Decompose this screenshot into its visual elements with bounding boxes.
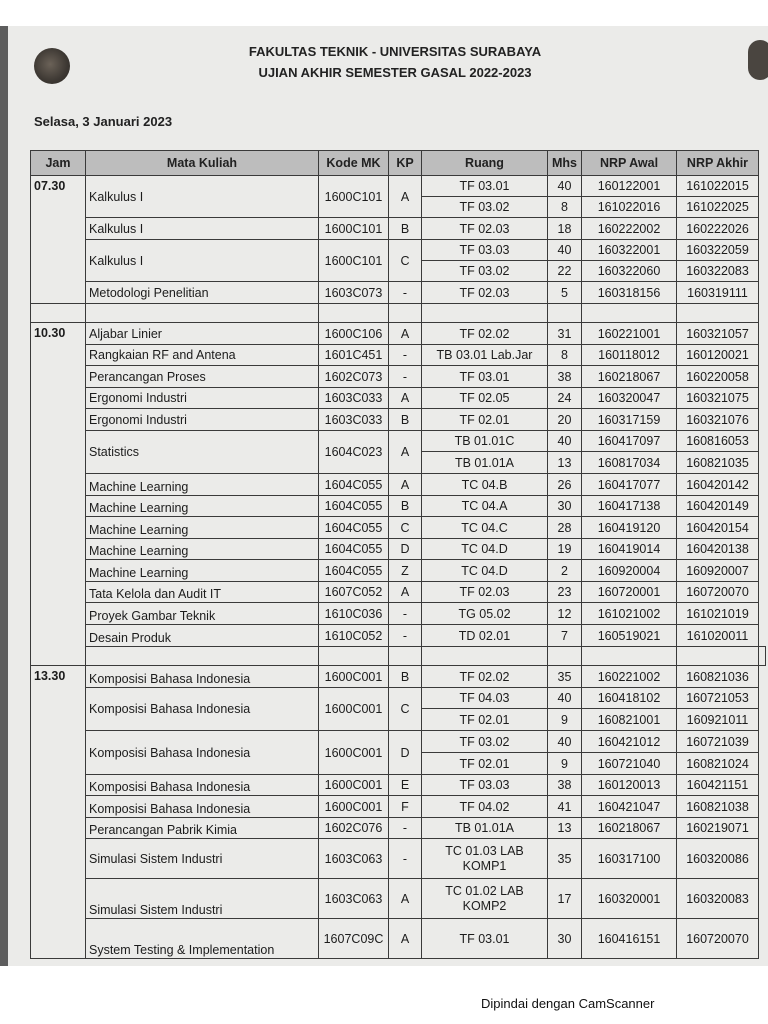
- room: TG 05.02: [422, 603, 548, 625]
- nrp-end: 160921011: [677, 709, 759, 731]
- room: TF 03.01: [422, 366, 548, 388]
- table-row: [31, 409, 766, 431]
- student-count: 26: [548, 474, 582, 496]
- student-count: 18: [548, 218, 582, 240]
- student-count: 17: [548, 879, 582, 919]
- room: TF 02.01: [422, 709, 548, 731]
- course-name: Machine Learning: [86, 496, 319, 517]
- class-kp: B: [389, 218, 422, 240]
- col-kode-mk: Kode MK: [319, 151, 389, 176]
- table-row: [31, 431, 766, 452]
- student-count: 28: [548, 517, 582, 539]
- room: TB 01.01A: [422, 818, 548, 839]
- table-row: [31, 345, 766, 366]
- room: TB 01.01C: [422, 431, 548, 452]
- course-name: Tata Kelola dan Audit IT: [86, 582, 319, 603]
- class-kp: -: [389, 603, 422, 625]
- student-count: 8: [548, 345, 582, 366]
- nrp-start: 160317159: [582, 409, 677, 431]
- room: TC 01.02 LAB KOMP2: [422, 879, 548, 919]
- student-count: 40: [548, 731, 582, 753]
- room: TC 04.C: [422, 517, 548, 539]
- nrp-end: 160421151: [677, 775, 759, 796]
- student-count: 38: [548, 366, 582, 388]
- punch-hole-icon: [34, 48, 70, 84]
- table-row: [31, 666, 766, 688]
- class-kp: A: [389, 582, 422, 603]
- room: TC 01.03 LAB KOMP1: [422, 839, 548, 879]
- course-name: Rangkaian RF and Antena: [86, 345, 319, 366]
- class-kp: A: [389, 323, 422, 345]
- table-row: [31, 218, 766, 240]
- nrp-end: 160120021: [677, 345, 759, 366]
- nrp-end: 161022025: [677, 197, 759, 218]
- nrp-start: 160821001: [582, 709, 677, 731]
- nrp-start: 160218067: [582, 366, 677, 388]
- course-name: Proyek Gambar Teknik: [86, 603, 319, 625]
- course-code: 1607C052: [319, 582, 389, 603]
- nrp-start: 160920004: [582, 560, 677, 582]
- class-kp: A: [389, 474, 422, 496]
- course-code: 1600C001: [319, 731, 389, 775]
- student-count: 13: [548, 452, 582, 474]
- time-slot: 13.30: [31, 666, 86, 959]
- room: TF 03.02: [422, 731, 548, 753]
- nrp-end: 160322059: [677, 240, 759, 261]
- table-row: [31, 539, 766, 560]
- course-name: Machine Learning: [86, 517, 319, 539]
- class-kp: A: [389, 431, 422, 474]
- table-row: [31, 388, 766, 409]
- nrp-start: 160419120: [582, 517, 677, 539]
- table-row: [31, 879, 766, 919]
- course-name: Metodologi Penelitian: [86, 282, 319, 304]
- nrp-end: 160319111: [677, 282, 759, 304]
- course-code: 1600C101: [319, 218, 389, 240]
- course-code: 1603C073: [319, 282, 389, 304]
- nrp-start: 160419014: [582, 539, 677, 560]
- separator-row: [31, 304, 766, 323]
- course-name: Komposisi Bahasa Indonesia: [86, 796, 319, 818]
- nrp-start: 160421012: [582, 731, 677, 753]
- class-kp: Z: [389, 560, 422, 582]
- col-mata-kuliah: Mata Kuliah: [86, 151, 319, 176]
- nrp-start: 160817034: [582, 452, 677, 474]
- course-name: Machine Learning: [86, 474, 319, 496]
- course-name: Komposisi Bahasa Indonesia: [86, 731, 319, 775]
- course-code: 1603C063: [319, 879, 389, 919]
- room: TF 04.03: [422, 688, 548, 709]
- punch-hole-icon: [748, 40, 768, 80]
- table-row: [31, 560, 766, 582]
- course-name: Perancangan Proses: [86, 366, 319, 388]
- course-name: System Testing & Implementation: [86, 919, 319, 959]
- table-row: [31, 517, 766, 539]
- nrp-end: 160220058: [677, 366, 759, 388]
- time-slot: 10.30: [31, 323, 86, 666]
- nrp-start: 161021002: [582, 603, 677, 625]
- nrp-start: 160322060: [582, 261, 677, 282]
- room: TF 02.03: [422, 218, 548, 240]
- nrp-start: 160416151: [582, 919, 677, 959]
- room: TF 02.03: [422, 582, 548, 603]
- student-count: 9: [548, 753, 582, 775]
- student-count: 22: [548, 261, 582, 282]
- student-count: 13: [548, 818, 582, 839]
- col-mhs: Mhs: [548, 151, 582, 176]
- nrp-end: 160219071: [677, 818, 759, 839]
- course-code: 1604C055: [319, 560, 389, 582]
- nrp-start: 160118012: [582, 345, 677, 366]
- table-row: [31, 176, 766, 197]
- scanner-watermark: Dipindai dengan CamScanner: [481, 996, 655, 1011]
- class-kp: D: [389, 539, 422, 560]
- nrp-end: 160420142: [677, 474, 759, 496]
- student-count: 40: [548, 431, 582, 452]
- col-kp: KP: [389, 151, 422, 176]
- course-name: Machine Learning: [86, 539, 319, 560]
- course-name: Ergonomi Industri: [86, 388, 319, 409]
- sheet-edge: [0, 26, 8, 966]
- student-count: 41: [548, 796, 582, 818]
- table-row: [31, 582, 766, 603]
- room: TF 02.05: [422, 388, 548, 409]
- nrp-start: 160318156: [582, 282, 677, 304]
- course-name: Komposisi Bahasa Indonesia: [86, 775, 319, 796]
- room: TF 02.02: [422, 323, 548, 345]
- course-code: 1603C033: [319, 388, 389, 409]
- student-count: 7: [548, 625, 582, 647]
- student-count: 5: [548, 282, 582, 304]
- room: TF 03.03: [422, 775, 548, 796]
- nrp-start: 160417138: [582, 496, 677, 517]
- nrp-end: 160420149: [677, 496, 759, 517]
- course-name: Kalkulus I: [86, 218, 319, 240]
- class-kp: -: [389, 839, 422, 879]
- exam-schedule-table: [30, 150, 766, 959]
- course-code: 1610C036: [319, 603, 389, 625]
- course-name: Aljabar Linier: [86, 323, 319, 345]
- class-kp: B: [389, 409, 422, 431]
- class-kp: -: [389, 366, 422, 388]
- class-kp: -: [389, 625, 422, 647]
- course-code: 1610C052: [319, 625, 389, 647]
- table-row: [31, 474, 766, 496]
- col-nrp-awal: NRP Awal: [582, 151, 677, 176]
- exam-date: Selasa, 3 Januari 2023: [34, 114, 173, 129]
- nrp-end: 160721053: [677, 688, 759, 709]
- table-row: [31, 496, 766, 517]
- course-code: 1600C001: [319, 775, 389, 796]
- course-name: Ergonomi Industri: [86, 409, 319, 431]
- table-row: [31, 839, 766, 879]
- course-code: 1600C001: [319, 688, 389, 731]
- class-kp: C: [389, 240, 422, 282]
- student-count: 30: [548, 496, 582, 517]
- room: TF 02.01: [422, 753, 548, 775]
- room: TF 02.01: [422, 409, 548, 431]
- room: TF 03.03: [422, 240, 548, 261]
- room: TC 04.B: [422, 474, 548, 496]
- nrp-end: 160920007: [677, 560, 759, 582]
- nrp-end: 161022015: [677, 176, 759, 197]
- table-row: [31, 603, 766, 625]
- class-kp: A: [389, 919, 422, 959]
- room: TB 03.01 Lab.Jar: [422, 345, 548, 366]
- nrp-end: 161021019: [677, 603, 759, 625]
- table-row: [31, 323, 766, 345]
- col-ruang: Ruang: [422, 151, 548, 176]
- room: TF 03.02: [422, 261, 548, 282]
- student-count: 40: [548, 176, 582, 197]
- nrp-end: 160821038: [677, 796, 759, 818]
- scanned-sheet: [0, 26, 768, 966]
- nrp-start: 160221002: [582, 666, 677, 688]
- course-name: Komposisi Bahasa Indonesia: [86, 666, 319, 688]
- student-count: 2: [548, 560, 582, 582]
- nrp-start: 160317100: [582, 839, 677, 879]
- nrp-start: 160421047: [582, 796, 677, 818]
- student-count: 20: [548, 409, 582, 431]
- course-name: Komposisi Bahasa Indonesia: [86, 688, 319, 731]
- course-name: Desain Produk: [86, 625, 319, 647]
- room: TF 02.03: [422, 282, 548, 304]
- room: TF 03.01: [422, 176, 548, 197]
- nrp-end: 160321057: [677, 323, 759, 345]
- exam-title: UJIAN AKHIR SEMESTER GASAL 2022-2023: [258, 65, 532, 80]
- table-row: [31, 796, 766, 818]
- course-name: Simulasi Sistem Industri: [86, 839, 319, 879]
- room: TD 02.01: [422, 625, 548, 647]
- table-row: [31, 240, 766, 261]
- table-header-row: [31, 151, 766, 176]
- course-code: 1604C055: [319, 496, 389, 517]
- room: TF 02.02: [422, 666, 548, 688]
- col-jam: Jam: [31, 151, 86, 176]
- course-code: 1600C101: [319, 240, 389, 282]
- col-nrp-akhir: NRP Akhir: [677, 151, 759, 176]
- course-name: Kalkulus I: [86, 240, 319, 282]
- nrp-start: 160320047: [582, 388, 677, 409]
- table-row: [31, 366, 766, 388]
- class-kp: D: [389, 731, 422, 775]
- faculty-title: FAKULTAS TEKNIK - UNIVERSITAS SURABAYA: [248, 44, 542, 59]
- class-kp: C: [389, 688, 422, 731]
- class-kp: A: [389, 176, 422, 218]
- course-code: 1607C09C: [319, 919, 389, 959]
- nrp-start: 160122001: [582, 176, 677, 197]
- course-code: 1601C451: [319, 345, 389, 366]
- student-count: 35: [548, 839, 582, 879]
- course-code: 1600C106: [319, 323, 389, 345]
- nrp-end: 160721039: [677, 731, 759, 753]
- nrp-start: 160218067: [582, 818, 677, 839]
- table-row: [31, 282, 766, 304]
- course-name: Perancangan Pabrik Kimia: [86, 818, 319, 839]
- nrp-start: 160221001: [582, 323, 677, 345]
- student-count: 12: [548, 603, 582, 625]
- class-kp: A: [389, 388, 422, 409]
- nrp-end: 160320086: [677, 839, 759, 879]
- nrp-end: 160821036: [677, 666, 759, 688]
- student-count: 35: [548, 666, 582, 688]
- nrp-start: 160721040: [582, 753, 677, 775]
- course-code: 1602C076: [319, 818, 389, 839]
- class-kp: -: [389, 345, 422, 366]
- nrp-start: 160720001: [582, 582, 677, 603]
- student-count: 38: [548, 775, 582, 796]
- nrp-end: 160322083: [677, 261, 759, 282]
- nrp-start: 160322001: [582, 240, 677, 261]
- table-row: [31, 818, 766, 839]
- room: TF 03.02: [422, 197, 548, 218]
- course-code: 1600C001: [319, 796, 389, 818]
- room: TF 03.01: [422, 919, 548, 959]
- nrp-start: 160120013: [582, 775, 677, 796]
- nrp-start: 160320001: [582, 879, 677, 919]
- nrp-end: 160821035: [677, 452, 759, 474]
- table-row: [31, 688, 766, 709]
- course-code: 1600C101: [319, 176, 389, 218]
- nrp-end: 160821024: [677, 753, 759, 775]
- table-row: [31, 775, 766, 796]
- table-row: [31, 731, 766, 753]
- course-code: 1603C033: [319, 409, 389, 431]
- nrp-end: 160420138: [677, 539, 759, 560]
- nrp-end: 160816053: [677, 431, 759, 452]
- class-kp: F: [389, 796, 422, 818]
- course-code: 1604C023: [319, 431, 389, 474]
- nrp-start: 160418102: [582, 688, 677, 709]
- nrp-start: 160222002: [582, 218, 677, 240]
- room: TF 04.02: [422, 796, 548, 818]
- nrp-end: 160321075: [677, 388, 759, 409]
- student-count: 40: [548, 240, 582, 261]
- nrp-end: 161020011: [677, 625, 759, 647]
- course-name: Machine Learning: [86, 560, 319, 582]
- course-code: 1604C055: [319, 474, 389, 496]
- nrp-end: 160720070: [677, 582, 759, 603]
- student-count: 24: [548, 388, 582, 409]
- student-count: 19: [548, 539, 582, 560]
- nrp-start: 161022016: [582, 197, 677, 218]
- course-name: Simulasi Sistem Industri: [86, 879, 319, 919]
- nrp-end: 160222026: [677, 218, 759, 240]
- student-count: 40: [548, 688, 582, 709]
- course-name: Kalkulus I: [86, 176, 319, 218]
- course-name: Statistics: [86, 431, 319, 474]
- room: TB 01.01A: [422, 452, 548, 474]
- nrp-start: 160417097: [582, 431, 677, 452]
- class-kp: E: [389, 775, 422, 796]
- student-count: 31: [548, 323, 582, 345]
- class-kp: -: [389, 282, 422, 304]
- nrp-end: 160720070: [677, 919, 759, 959]
- student-count: 8: [548, 197, 582, 218]
- class-kp: A: [389, 879, 422, 919]
- student-count: 9: [548, 709, 582, 731]
- class-kp: C: [389, 517, 422, 539]
- nrp-end: 160420154: [677, 517, 759, 539]
- table-row: [31, 919, 766, 959]
- nrp-end: 160320083: [677, 879, 759, 919]
- time-slot: 07.30: [31, 176, 86, 304]
- student-count: 23: [548, 582, 582, 603]
- class-kp: -: [389, 818, 422, 839]
- student-count: 30: [548, 919, 582, 959]
- nrp-end: 160321076: [677, 409, 759, 431]
- course-code: 1603C063: [319, 839, 389, 879]
- nrp-start: 160519021: [582, 625, 677, 647]
- course-code: 1600C001: [319, 666, 389, 688]
- nrp-start: 160417077: [582, 474, 677, 496]
- course-code: 1604C055: [319, 517, 389, 539]
- separator-row: [31, 647, 766, 666]
- room: TC 04.D: [422, 560, 548, 582]
- class-kp: B: [389, 496, 422, 517]
- room: TC 04.A: [422, 496, 548, 517]
- room: TC 04.D: [422, 539, 548, 560]
- course-code: 1604C055: [319, 539, 389, 560]
- course-code: 1602C073: [319, 366, 389, 388]
- table-row: [31, 625, 766, 647]
- class-kp: B: [389, 666, 422, 688]
